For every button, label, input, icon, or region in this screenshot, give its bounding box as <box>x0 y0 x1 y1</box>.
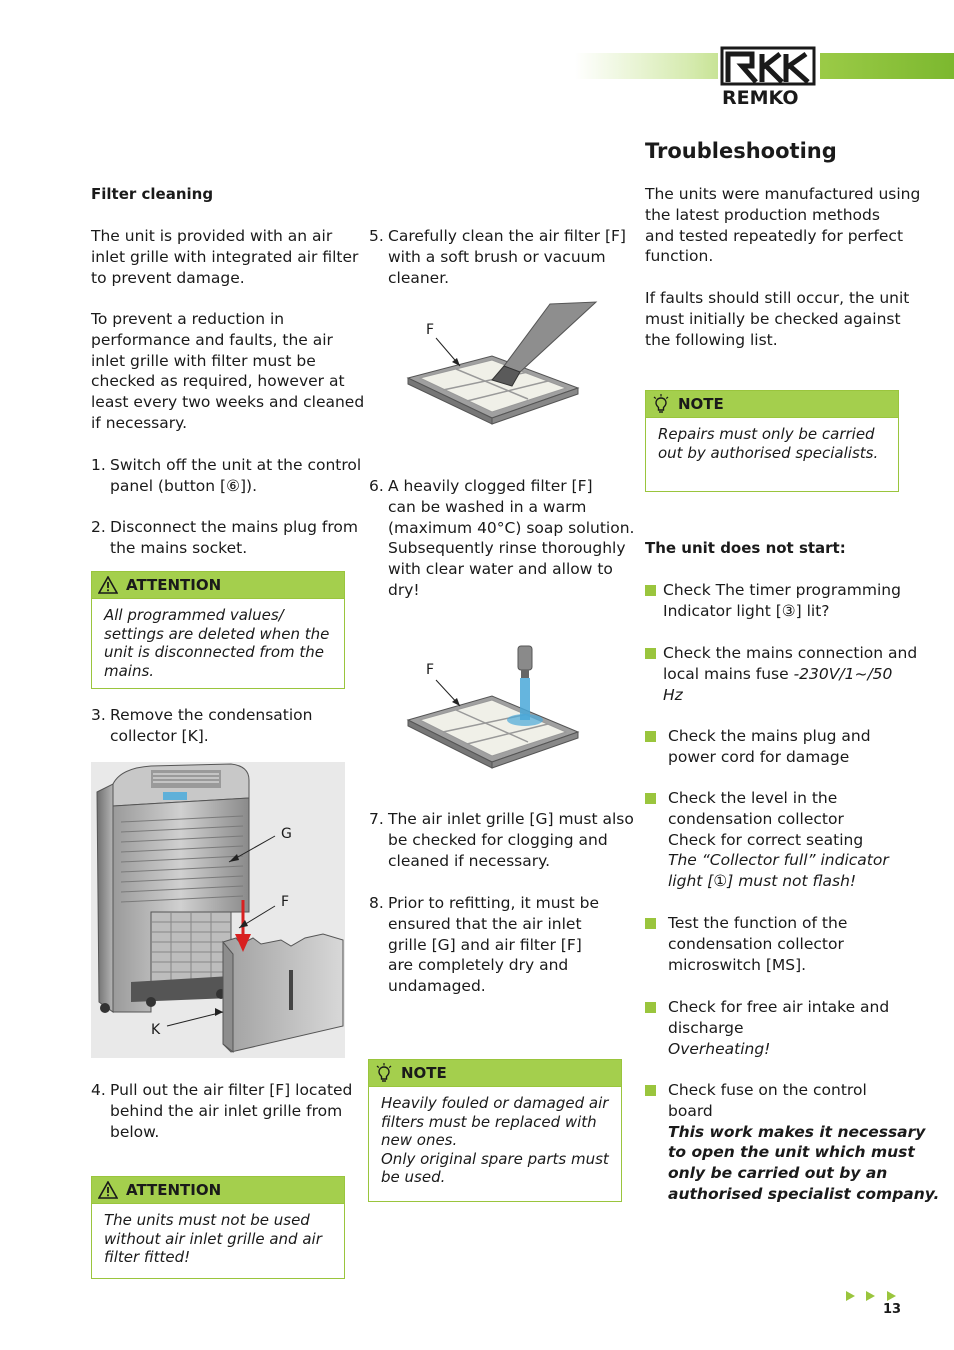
filter-intro-paragraph: The unit is provided with an air inlet grille with integrated air filter to prevent damage. <box>91 227 359 287</box>
attention-box-1: ATTENTION All programmed values/ settings are deleted when the unit is disconnected from the mains. <box>91 571 345 689</box>
troubleshooting-intro: The units were manufactured using the latest production methods and tested repeatedly for perfect function. <box>645 185 921 266</box>
attention-box-2: ATTENTION The units must not be used without air inlet grille and air filter fitted! <box>91 1176 345 1279</box>
bullet-condensation-level: Check the level in the condensation collector Check for correct seating The “Collector full” indicator light [①] must not flash! <box>668 789 889 891</box>
note-box-repairs: NOTE Repairs must only be carried out by authorised specialists. <box>645 390 899 492</box>
note-box-filters: NOTE Heavily fouled or damaged air filters must be replaced with new ones. Only original spare parts must be used. <box>368 1059 622 1202</box>
warning-icon <box>98 576 118 594</box>
troubleshooting-title: Troubleshooting <box>645 139 837 163</box>
wash-filter-figure <box>400 640 600 775</box>
step-5: 5. Carefully clean the air filter [F] with a soft brush or vacuum cleaner. <box>369 227 626 287</box>
note-label: NOTE <box>678 395 724 413</box>
play-arrows-icon <box>844 1289 900 1303</box>
lightbulb-icon <box>652 394 670 414</box>
step-3: 3. Remove the condensation collector [K]. <box>91 706 313 745</box>
unit-does-not-start-subtitle: The unit does not start: <box>645 539 846 557</box>
bullet-square <box>645 1085 656 1096</box>
bullet-square <box>645 585 656 596</box>
bullet-square <box>645 918 656 929</box>
vacuum-filter-figure <box>400 300 600 425</box>
attention-label: ATTENTION <box>126 1181 222 1199</box>
dehumidifier-figure <box>91 762 345 1058</box>
bullet-square <box>645 648 656 659</box>
figure-label-f: F <box>426 662 435 678</box>
figure-label-f: F <box>281 894 290 910</box>
filter-check-paragraph: To prevent a reduction in performance and faults, the air inlet grille with filter must be checked as required, however at least every two weeks and cleaned if necessary. <box>91 310 365 432</box>
step-7: 7. The air inlet grille [G] must also be checked for clogging and cleaned if necessary. <box>369 810 634 870</box>
step-2: 2. Disconnect the mains plug from the mains socket. <box>91 518 358 557</box>
figure-label-f: F <box>426 322 435 338</box>
attention-label: ATTENTION <box>126 576 222 594</box>
bullet-square <box>645 1002 656 1013</box>
step-6: 6. A heavily clogged filter [F] can be washed in a warm (maximum 40°C) soap solution. Subsequently rinse thoroughly with clear water and allow to dry! <box>369 477 635 599</box>
warning-icon <box>98 1181 118 1199</box>
page-number: 13 <box>883 1302 902 1317</box>
step-8: 8. Prior to refitting, it must be ensured that the air inlet grille [G] and air filter [F] are completely dry and undamaged. <box>369 894 600 996</box>
bullet-air-intake: Check for free air intake and discharge Overheating! <box>668 998 890 1058</box>
bullet-mains-connection: Check the mains connection and local mains fuse -230V/1~/50 Hz <box>663 644 918 704</box>
bullet-control-board-fuse: Check fuse on the control board This work makes it necessary to open the unit which must only be carried out by an authorised specialist company. <box>668 1081 940 1203</box>
troubleshooting-check-list-intro: If faults should still occur, the unit must initially be checked against the following list. <box>645 289 910 349</box>
step-1: 1. Switch off the unit at the control panel (button [⑥]). <box>91 456 362 495</box>
svg-text:REMKO: REMKO <box>722 87 799 108</box>
bullet-timer: Check The timer programming Indicator light [③] lit? <box>663 581 901 620</box>
bullet-mains-plug: Check the mains plug and power cord for damage <box>668 727 871 766</box>
bullet-microswitch: Test the function of the condensation collector microswitch [MS]. <box>668 914 848 974</box>
bullet-square <box>645 793 656 804</box>
figure-label-g: G <box>281 826 292 842</box>
bullet-square <box>645 731 656 742</box>
step-4: 4. Pull out the air filter [F] located behind the air inlet grille from below. <box>91 1081 353 1141</box>
remko-logo <box>718 44 820 108</box>
lightbulb-icon <box>375 1063 393 1083</box>
filter-cleaning-title: Filter cleaning <box>91 185 214 203</box>
note-label: NOTE <box>401 1064 447 1082</box>
figure-label-k: K <box>151 1022 161 1038</box>
remko-logo-icon <box>718 44 820 108</box>
